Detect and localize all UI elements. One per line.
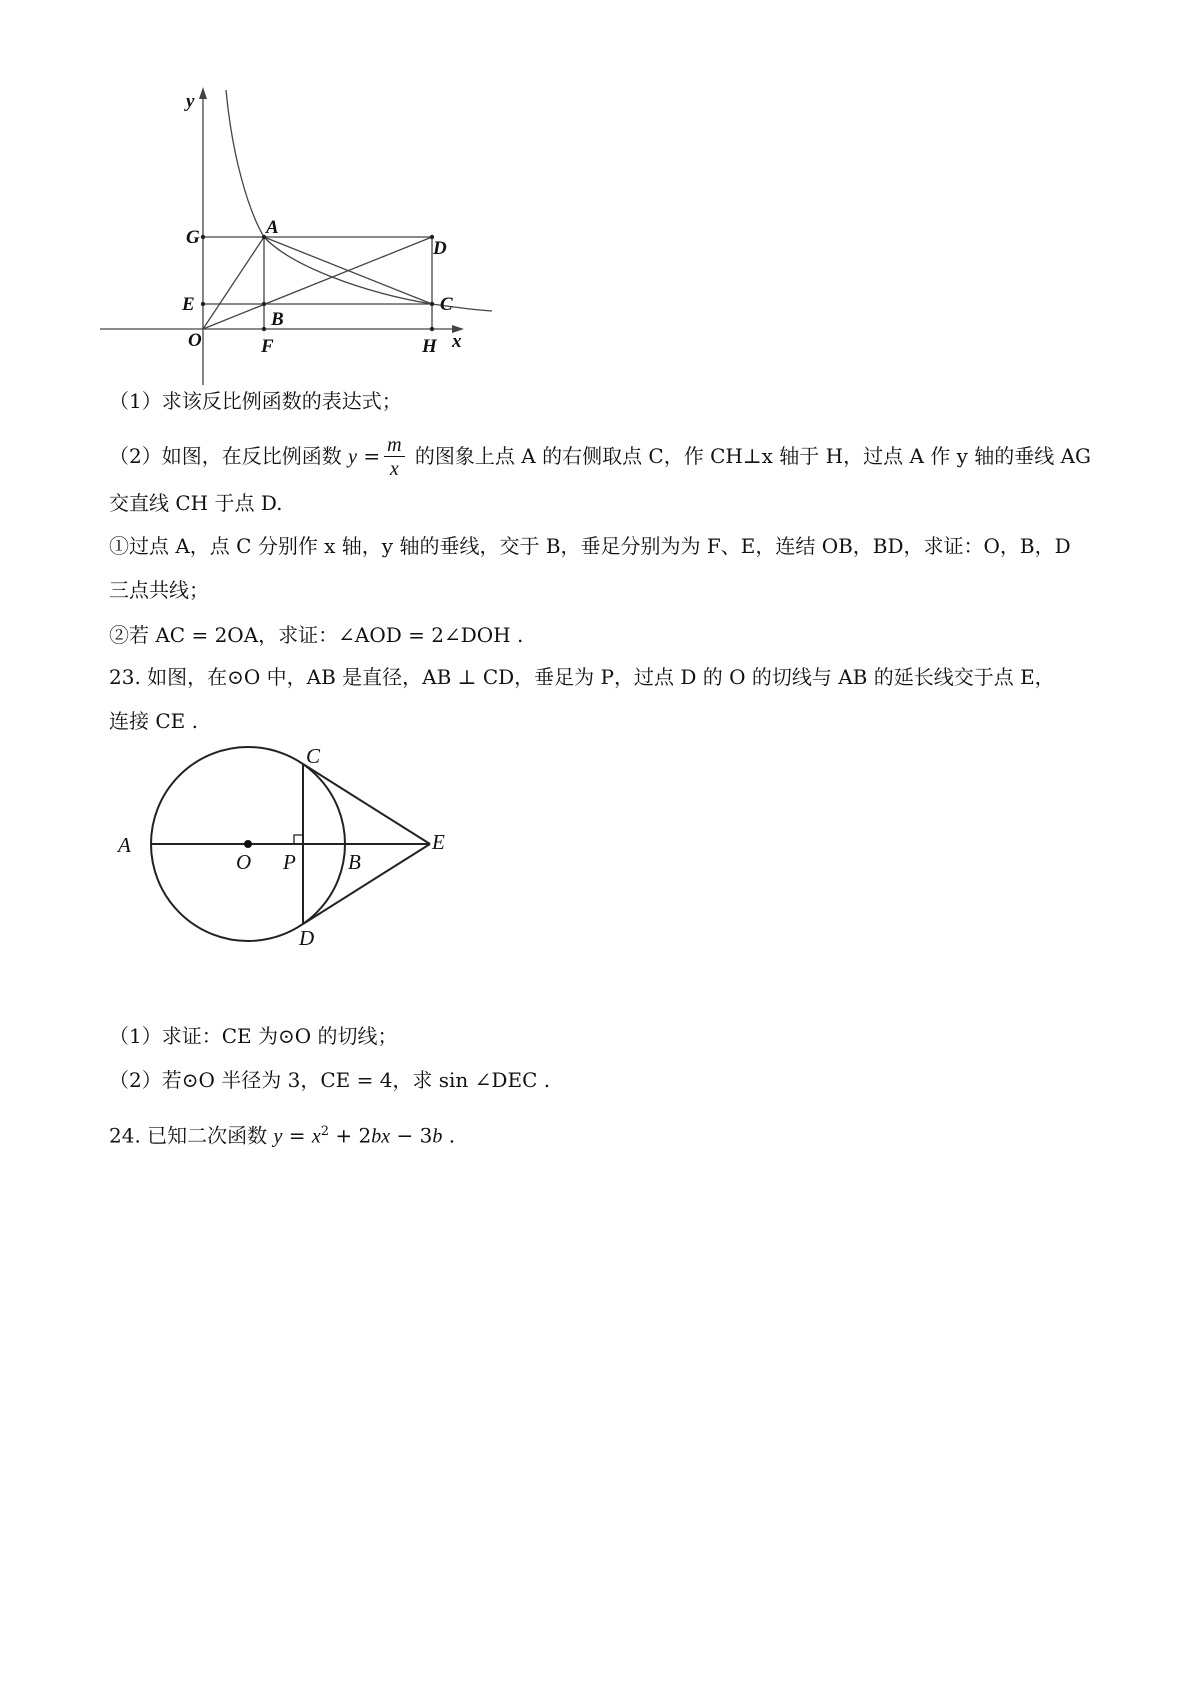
hyperbola-curve: [226, 90, 492, 311]
label-B: B: [348, 850, 361, 874]
label-A: A: [118, 833, 131, 857]
q22-part2-line2: 交直线 CH 于点 D.: [109, 491, 283, 515]
point-H: [430, 327, 434, 331]
line-OA: [203, 237, 264, 329]
q22-part1: （1）求该反比例函数的表达式；: [109, 389, 402, 413]
label-O: O: [236, 850, 252, 874]
point-F: [262, 327, 266, 331]
y-axis-arrow: [199, 87, 207, 99]
label-x: x: [452, 331, 462, 352]
q23-part2: （2）若⊙O 半径为 3，CE = 4，求 sin ∠DEC .: [109, 1068, 551, 1092]
q22-sub2: ②若 AC = 2OA，求证：∠AOD = 2∠DOH .: [109, 623, 524, 647]
line-OD: [203, 237, 432, 329]
label-D: D: [299, 926, 315, 950]
hyperbola-figure: [100, 85, 540, 390]
label-H: H: [422, 336, 437, 357]
label-C: C: [306, 745, 321, 768]
label-E: E: [432, 830, 445, 854]
q24-stem: 24. 已知二次函数 $y = x^2 + 2bx - 3b$ .: [109, 1123, 456, 1148]
label-y: y: [186, 91, 195, 112]
fraction-m-over-x: $\frac{m}{x}$: [384, 434, 404, 481]
label-E: E: [182, 294, 195, 315]
point-C: [430, 302, 434, 306]
circle-tangent-figure: [110, 745, 490, 960]
point-B: [262, 302, 266, 306]
q22-sub1-line2: 三点共线；: [109, 578, 209, 602]
q22-part2-line1: （2）如图，在反比例函数 y = $\frac{m}{x}$ 的图象上点 A 的右侧取点 C，作 CH⊥x 轴于 H，过点 A 作 y 轴的垂线 AG: [109, 434, 1092, 480]
tangent-CE: [303, 764, 430, 844]
tangent-DE: [303, 844, 430, 924]
q23-stem-line1: 23. 如图，在⊙O 中，AB 是直径，AB ⊥ CD，垂足为 P，过点 D 的 O 的切线与 AB 的延长线交于点 E，: [109, 665, 1055, 689]
label-G: G: [186, 227, 200, 248]
label-B: B: [271, 309, 284, 330]
label-A: A: [266, 217, 279, 238]
center-O-dot: [244, 840, 252, 848]
right-angle-mark: [294, 835, 303, 844]
q23-stem-line2: 连接 CE .: [109, 709, 198, 733]
label-O: O: [188, 330, 202, 351]
label-P: P: [283, 850, 296, 874]
q23-part1: （1）求证：CE 为⊙O 的切线；: [109, 1024, 398, 1048]
point-G: [201, 235, 205, 239]
label-F: F: [261, 336, 274, 357]
label-C: C: [440, 294, 453, 315]
point-E: [201, 302, 205, 306]
q22-sub1-line1: ①过点 A，点 C 分别作 x 轴，y 轴的垂线，交于 B，垂足分别为为 F、E，连结 OB，BD，求证：O，B，D: [109, 534, 1071, 558]
label-D: D: [433, 238, 447, 259]
